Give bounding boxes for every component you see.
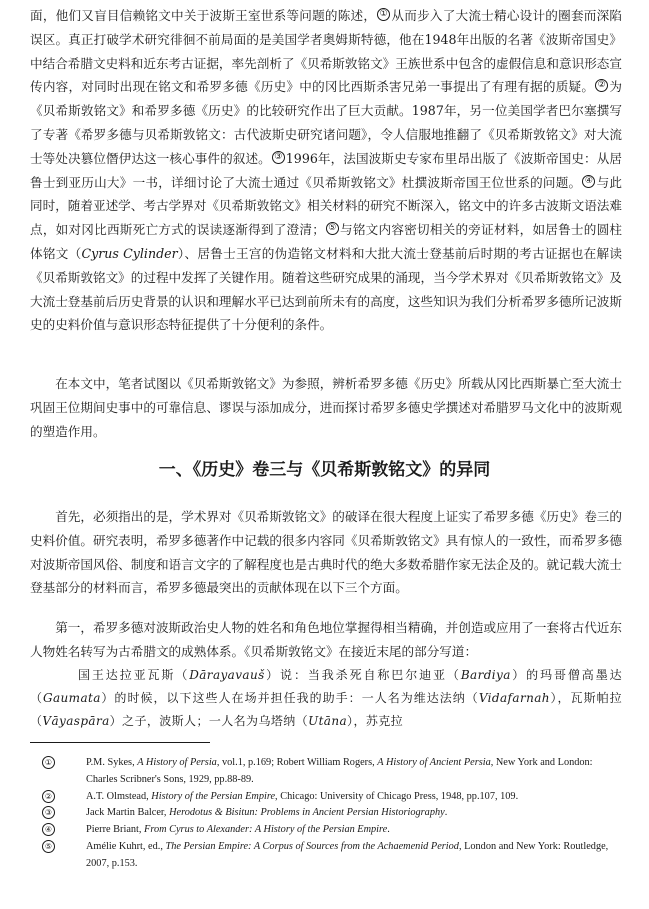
book-title: History of the Persian Empire <box>151 790 276 802</box>
body-paragraph: 首先，必须指出的是，学术界对《贝希斯敦铭文》的破译在很大程度上证实了希罗多德《历史》卷三的史料价值。研究表明，希罗多德著作中记载的很多内容同《贝希斯敦铭文》具有惊人的一致性，而希罗多德对波斯帝国风俗、制度和语言文字的了解程度也是古典时代的绝大多数希腊作家无法企及的。就记载大流士登基部分的材料而言，希罗多德最突出的贡献体现在以下三个方面。 <box>30 509 622 596</box>
footnote-number: ④ <box>42 823 55 836</box>
footnote-text: A.T. Olmstead, History of the Persian Empire, Chicago: University of Chicago Press, 1948, pp.107, 109. <box>86 790 519 802</box>
latin-term: Vidafarnah <box>478 691 550 705</box>
footnote-text: Pierre Briant, From Cyrus to Alexander: A History of the Persian Empire. <box>86 824 390 836</box>
footnote-marker[interactable]: ② <box>595 79 608 92</box>
book-title: A History of Persia <box>137 757 217 768</box>
book-title: A History of Ancient Persia <box>377 757 491 768</box>
footnote-number: ⑤ <box>42 840 55 853</box>
paragraph-text: 与铭文内容密切相关的旁证材料，如居鲁士的圆柱体铭文（ <box>30 222 623 261</box>
footnote-marker[interactable]: ④ <box>582 175 595 188</box>
book-title: From Cyrus to Alexander: A History of the Persian Empire <box>144 824 388 836</box>
footnote-number: ① <box>42 756 55 769</box>
quote-text: ），瓦斯帕拉（ <box>30 691 622 728</box>
body-paragraph: 第一，希罗多德对波斯政治史人物的姓名和角色地位掌握得相当精确，并创造或应用了一套将古代近东人物姓名转写为古希腊文的成熟体系。《贝希斯敦铭文》在接近末尾的部分写道： <box>30 620 622 659</box>
block-quote <box>30 664 622 733</box>
quote-text: ），苏克拉 <box>347 714 404 728</box>
paragraph-text: 为《贝希斯敦铭文》和希罗多德《历史》的比较研究作出了巨大贡献。1987年，另一位美国学者巴尔塞撰写了专著《希罗多德与贝希斯敦铭文：古代波斯史研究诸问题》，令人信服地推翻了《贝希斯敦铭文》对大流士等处决篡位僭伊达这一核心事件的叙述。 <box>30 79 623 166</box>
footnotes-section <box>30 755 622 873</box>
footnote-item <box>30 755 622 789</box>
latin-term: Dārayavauš <box>189 668 265 682</box>
footnote-item <box>30 839 622 873</box>
footnote-number: ② <box>42 790 55 803</box>
latin-term: Utāna <box>308 714 348 728</box>
quote-text: ）说：当我杀死自称巴尔迪亚（ <box>264 668 461 682</box>
footnote-item <box>30 805 622 822</box>
footnote-text: Jack Martin Balcer, Herodotus & Bisitun: Problems in Ancient Persian Historiography. <box>86 807 448 819</box>
paragraph-text: ）、居鲁士王宫的伪造铭文材料和大批大流士登基前后时期的考古证据也在解读《贝希斯敦铭文》的过程中发挥了关键作用。随着这些研究成果的涌现，当今学术界对《贝希斯敦铭文》及大流士登基前后历史背景的认识和理解水平已达到前所未有的高度，这些知识为我们分析希罗多德所记波斯史的史料价值与意识形态特征提供了十分便利的条件。 <box>30 245 623 333</box>
quote-text: ）的时候，以下这些人在场并担任我的助手：一人名为维达法纳（ <box>100 691 479 705</box>
section-heading: 一、《历史》卷三与《贝希斯敦铭文》的异同 <box>158 460 491 480</box>
footnote-item <box>30 822 622 839</box>
body-paragraph <box>30 4 622 337</box>
latin-term: Cyrus Cylinder <box>81 245 178 261</box>
footnote-item <box>30 789 622 806</box>
footnote-number: ③ <box>42 806 55 819</box>
body-paragraph: 在本文中，笔者试图以《贝希斯敦铭文》为参照，辨析希罗多德《历史》所载从冈比西斯暴亡至大流士巩固王位期间史事中的可靠信息、谬误与添加成分，进而探讨希罗多德史学撰述对希腊罗马文化中的波斯观的塑造作用。 <box>30 376 622 439</box>
quote-text: ）之子，波斯人；一人名为乌塔纳（ <box>109 714 309 728</box>
book-title: Herodotus & Bisitun: Problems in Ancient Persian Historiography <box>169 807 445 819</box>
quote-text: 国王达拉亚瓦斯（ <box>78 668 190 682</box>
latin-term: Bardiya <box>460 668 511 682</box>
quote-text: ）的玛哥僧高墨达（ <box>30 668 623 705</box>
footnote-divider <box>30 742 210 743</box>
footnote-text: Amélie Kuhrt, ed., The Persian Empire: A Corpus of Sources from the Achaemenid Period, London and New York: Routledge, 2007, p.153. <box>86 840 609 869</box>
latin-term: Vāyaspāra <box>42 714 110 728</box>
paragraph-text: 从而步入了大流士精心设计的圈套而深陷误区。真正打破学术研究徘徊不前局面的是美国学者奥姆斯特德，他在1948年出版的名著《波斯帝国史》中结合希腊文史料和近东考古证据，率先剖析了《贝希斯敦铭文》王族世系中包含的虚假信息和意识形态宣传内容，对同时出现在铭文和希罗多德《历史》中的冈比西斯杀害兄弟一事提出了有理有据的质疑。 <box>30 8 623 95</box>
book-title: The Persian Empire: A Corpus of Sources from the Achaemenid Period <box>165 840 459 852</box>
latin-term: Gaumata <box>43 691 101 705</box>
paragraph-text: 1996年，法国波斯史专家布里昂出版了《波斯帝国史：从居鲁士到亚历山大》一书，详细讨论了大流士通过《贝希斯敦铭文》杜撰波斯帝国王位世系的问题。 <box>30 150 622 190</box>
footnote-marker[interactable]: ⑤ <box>326 222 339 235</box>
paragraph-text: 面，他们又盲目信赖铭文中关于波斯王室世系等问题的陈述， <box>30 8 377 23</box>
footnote-text: P.M. Sykes, A History of Persia, vol.1, p.169; Robert William Rogers, A History of Ancient Persia, New York and London: Charles Scribner's Sons, 1929, pp.88-89. <box>86 757 593 785</box>
footnote-marker[interactable]: ① <box>377 8 390 21</box>
footnote-marker[interactable]: ③ <box>272 151 285 164</box>
paragraph-text: 与此同时，随着亚述学、考古学界对《贝希斯敦铭文》相关材料的研究不断深入，铭文中的许多古波斯文语法难点，如对冈比西斯死亡方式的误读逐渐得到了澄清； <box>30 174 623 238</box>
